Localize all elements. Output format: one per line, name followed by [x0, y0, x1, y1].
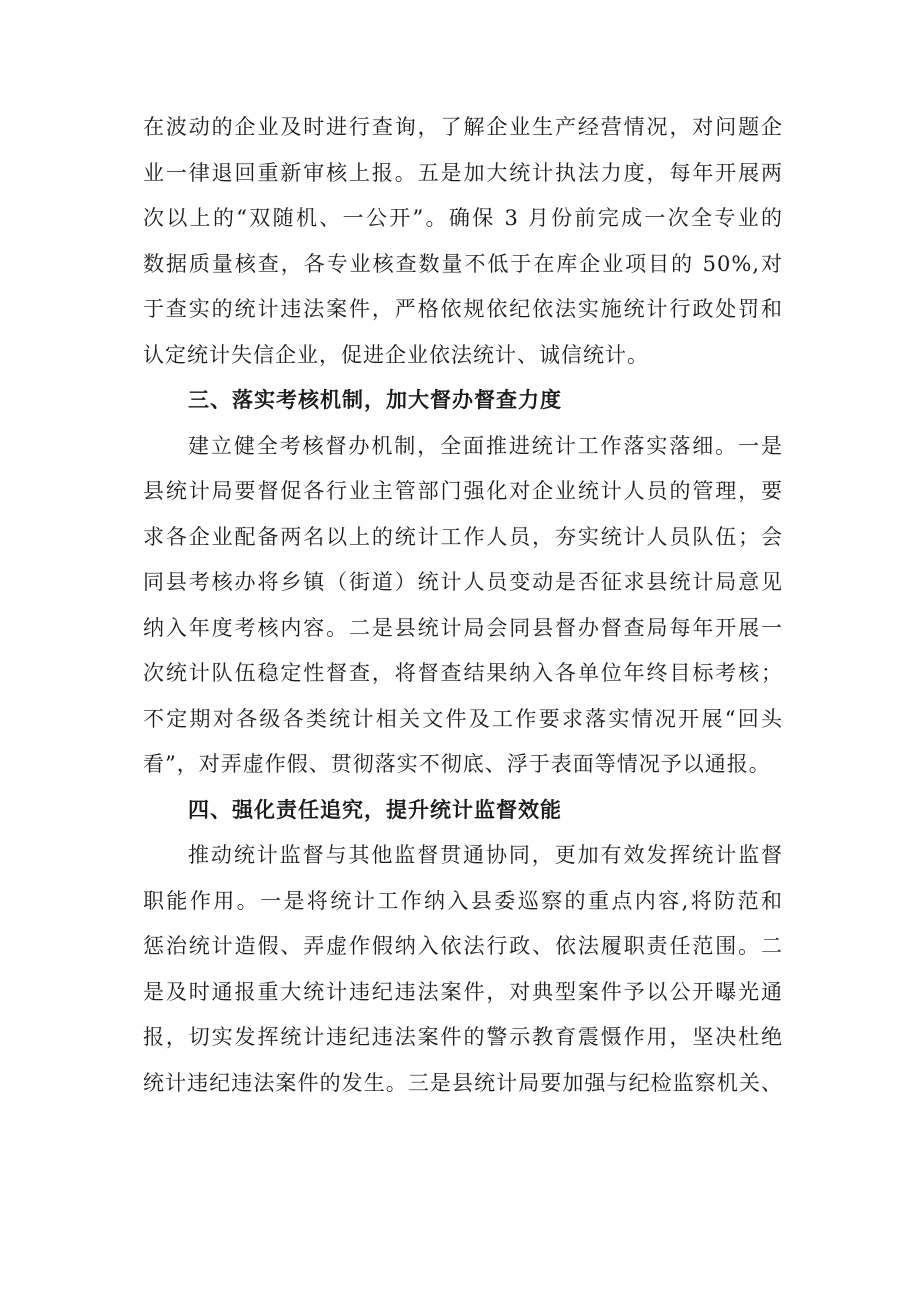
paragraph-line: 是及时通报重大统计违纪违法案件，对典型案件予以公开曝光通 — [143, 979, 783, 1004]
paragraph-line: 数据质量核查，各专业核查数量不低于在库企业项目的 50%,对 — [143, 251, 783, 276]
paragraph-line: 惩治统计造假、弄虚作假纳入依法行政、依法履职责任范围。二 — [143, 934, 783, 958]
paragraph-line: 于查实的统计违法案件，严格依规依纪依法实施统计行政处罚和 — [143, 297, 783, 321]
paragraph-line: 纳入年度考核内容。二是县统计局会同县督办督查局每年开展一 — [143, 615, 783, 640]
paragraph-line: 报，切实发挥统计违纪违法案件的警示教育震慑作用，坚决杜绝 — [143, 1025, 783, 1049]
document-body — [143, 105, 783, 1106]
paragraph-line: 认定统计失信企业，促进企业依法统计、诚信统计。 — [143, 342, 649, 367]
paragraph-line: 统计违纪违法案件的发生。三是县统计局要加强与纪检监察机关、 — [143, 1070, 783, 1095]
paragraph-line: 看”，对弄虚作假、贯彻落实不彻底、浮于表面等情况予以通报。 — [143, 752, 771, 776]
paragraph-line: 次统计队伍稳定性督查，将督查结果纳入各单位年终目标考核； — [143, 661, 783, 685]
paragraph-line: 在波动的企业及时进行查询，了解企业生产经营情况，对问题企 — [143, 115, 783, 139]
paragraph-line: 职能作用。一是将统计工作纳入县委巡察的重点内容,将防范和 — [143, 888, 783, 913]
paragraph-line: 建立健全考核督办机制，全面推进统计工作落实落细。一是 — [188, 433, 783, 458]
section-heading-3: 三、落实考核机制，加大督办督查力度 — [188, 388, 562, 412]
paragraph-line: 次以上的“双随机、一公开”。确保 3 月份前完成一次全专业的 — [143, 206, 783, 230]
paragraph-line: 业一律退回重新审核上报。五是加大统计执法力度，每年开展两 — [143, 160, 783, 185]
paragraph-line: 同县考核办将乡镇（街道）统计人员变动是否征求县统计局意见 — [143, 570, 783, 594]
paragraph-line: 推动统计监督与其他监督贯通协同，更加有效发挥统计监督 — [188, 843, 783, 867]
paragraph-line: 县统计局要督促各行业主管部门强化对企业统计人员的管理，要 — [143, 479, 783, 503]
paragraph-line: 不定期对各级各类统计相关文件及工作要求落实情况开展“回头 — [143, 706, 783, 731]
section-heading-4: 四、强化责任追究，提升统计监督效能 — [188, 797, 562, 822]
paragraph-line: 求各企业配备两名以上的统计工作人员，夯实统计人员队伍；会 — [143, 524, 783, 549]
